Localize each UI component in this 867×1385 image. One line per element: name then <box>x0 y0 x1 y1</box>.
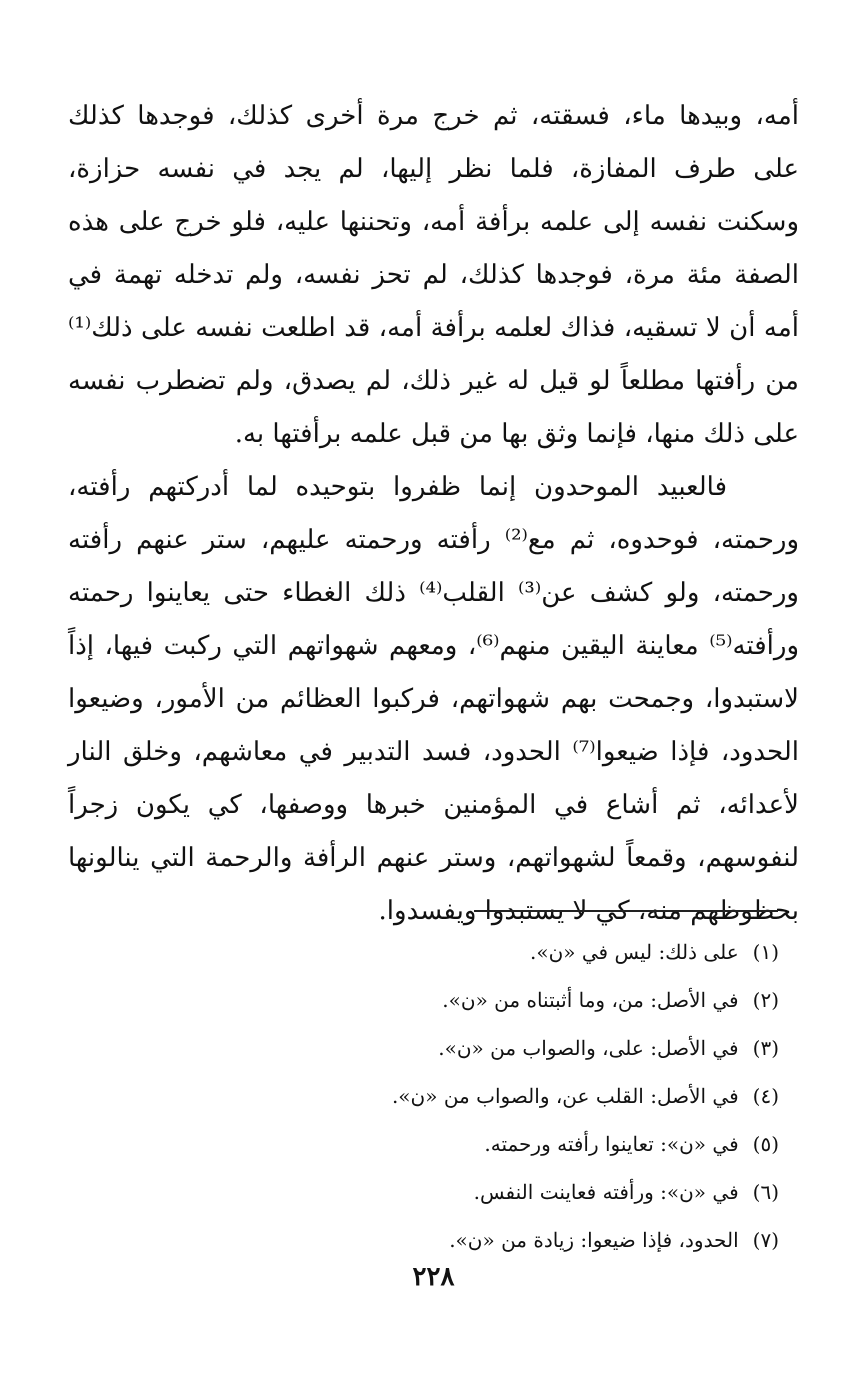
footnote-item <box>68 1216 779 1264</box>
footnote-text: في «ن»: ورأفته فعاينت النفس. <box>473 1180 739 1204</box>
footnote-item <box>68 976 779 1024</box>
footnote-number: (١) <box>752 940 779 964</box>
footnote-number: (٢) <box>752 988 779 1012</box>
footnote-number: (٤) <box>752 1084 779 1108</box>
footnote-number: (٧) <box>752 1228 779 1252</box>
footnote-item <box>68 1072 779 1120</box>
footnotes-list <box>68 928 779 1264</box>
footnote-divider <box>474 910 778 912</box>
footnote-text: في الأصل: على، والصواب من «ن». <box>438 1036 739 1060</box>
footnote-number: (٣) <box>752 1036 779 1060</box>
footnote-text: في «ن»: تعاينوا رأفته ورحمته. <box>484 1132 739 1156</box>
footnote-text: على ذلك: ليس في «ن». <box>530 940 739 964</box>
footnote-item <box>68 1024 779 1072</box>
footnote-text: في الأصل: من، وما أثبتناه من «ن». <box>442 988 739 1012</box>
footnote-number: (٦) <box>752 1180 779 1204</box>
main-text <box>68 90 799 938</box>
footnote-number: (٥) <box>752 1132 779 1156</box>
footnote-text: في الأصل: القلب عن، والصواب من «ن». <box>391 1084 739 1108</box>
paragraph-2: فالعبيد الموحدون إنما ظفروا بتوحيده لما أدركتهم رأفته، ورحمته، فوحدوه، ثم مع⁽²⁾ رأفته ورحمته عليهم، ستر عنهم رأفته ورحمته، ولو كشف عن⁽³⁾ القلب⁽⁴⁾ ذلك الغطاء حتى يعاينوا رحمته ورأفته⁽⁵⁾ معاينة اليقين منهم⁽⁶⁾، ومعهم شهواتهم التي ركبت فيها، إذاً لاستبدوا، وجمحت بهم شهواتهم، فركبوا العظائم من الأمور، وضيعوا الحدود، فإذا ضيعوا⁽⁷⁾ الحدود، فسد التدبير في معاشهم، وخلق النار لأعدائه، ثم أشاع في المؤمنين خبرها ووصفها، كي يكون زجراً لنفوسهم، وقمعاً لشهواتهم، وستر عنهم الرأفة والرحمة التي ينالونها بحظوظهم منه، كي لا يستبدوا ويفسدوا. <box>68 472 800 926</box>
page-number: ٢٢٨ <box>412 1262 455 1292</box>
footnote-item <box>68 1168 779 1216</box>
paragraph-1: أمه، وبيدها ماء، فسقته، ثم خرج مرة أخرى كذلك، فوجدها كذلك على طرف المفازة، فلما نظر إليها، لم يجد في نفسه حزازة، وسكنت نفسه إلى علمه برأفة أمه، وتحننها عليه، فلو خرج على هذه الصفة مئة مرة، فوجدها كذلك، لم تحز نفسه، ولم تدخله تهمة في أمه أن لا تسقيه، فذاك لعلمه برأفة أمه، قد اطلعت نفسه على ذلك⁽¹⁾ من رأفتها مطلعاً لو قيل له غير ذلك، لم يصدق، ولم تضطرب نفسه على ذلك منها، فإنما وثق بها من قبل علمه برأفتها به. <box>68 101 799 449</box>
footnote-item <box>68 1120 779 1168</box>
footnote-item <box>68 928 779 976</box>
footnote-text: الحدود، فإذا ضيعوا: زيادة من «ن». <box>449 1228 739 1252</box>
